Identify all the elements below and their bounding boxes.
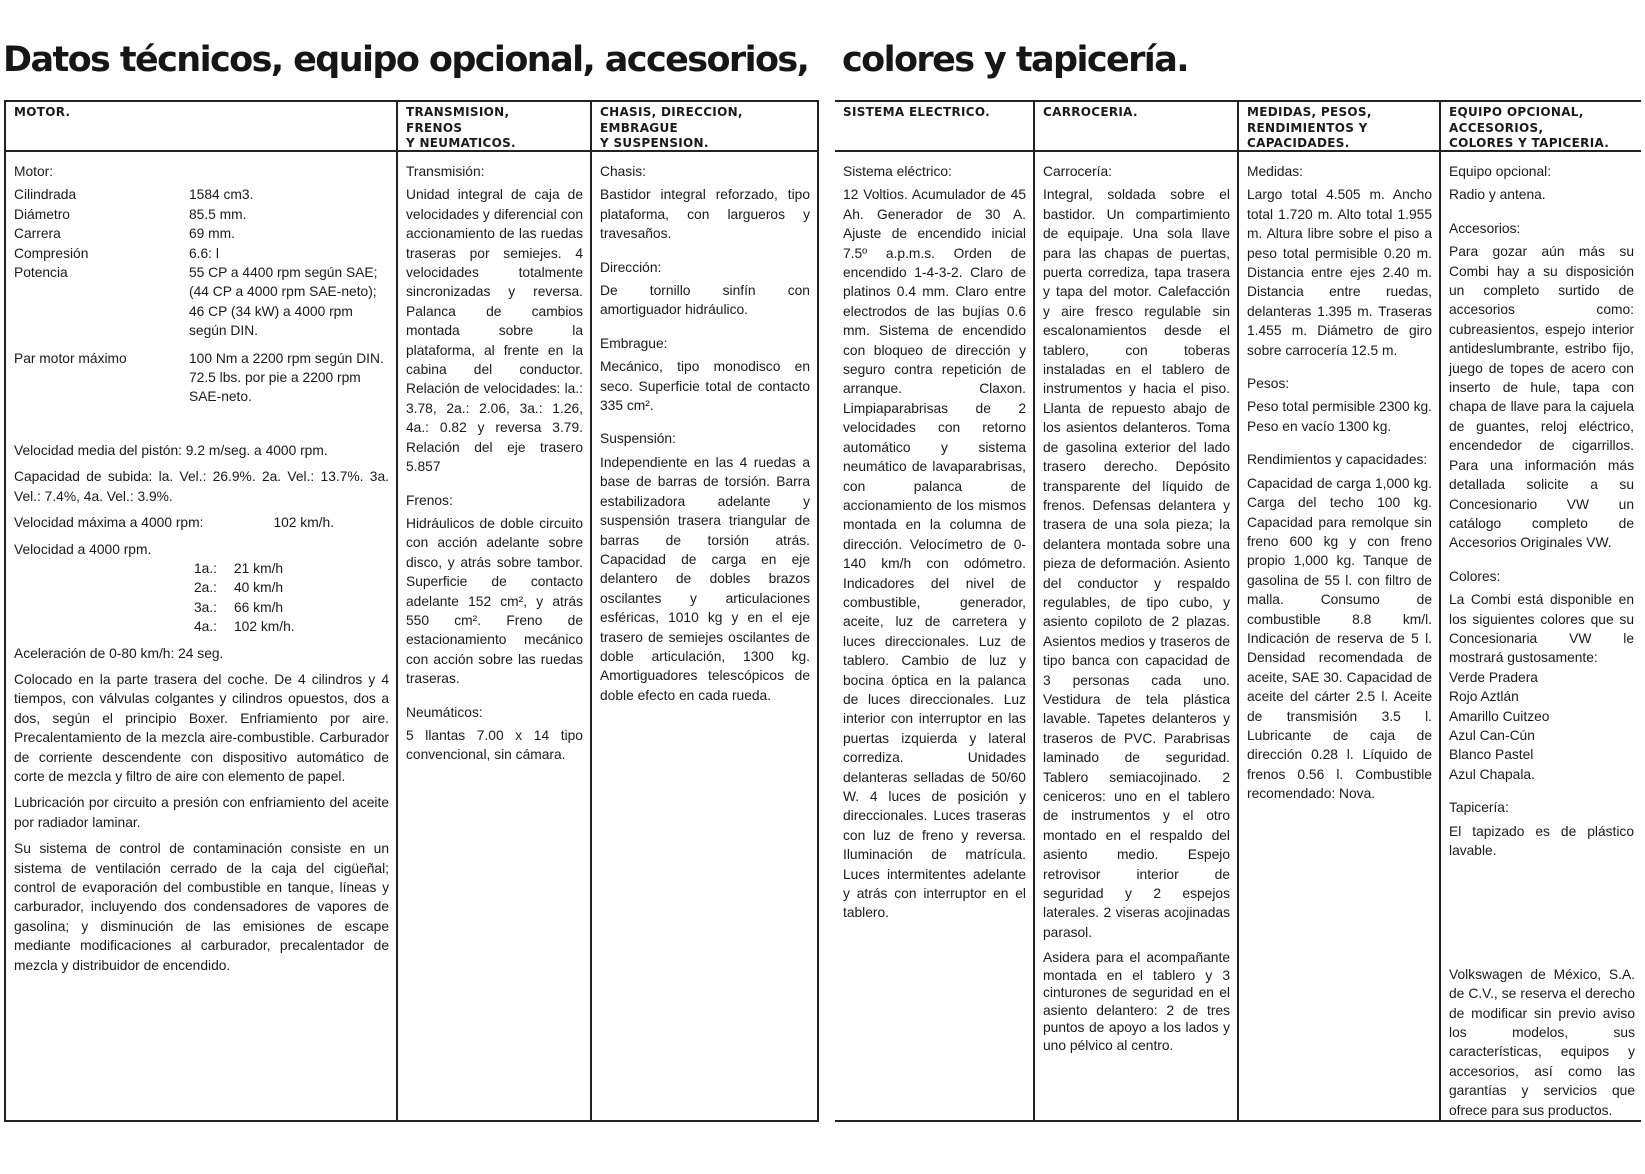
spec-row: [14, 185, 389, 204]
spec-value: 100 Nm a 2200 rpm según DIN. 72.5 lbs. por pie a 2200 rpm SAE-neto.: [189, 350, 384, 405]
section-text: De tornillo sinfín con amortiguador hidráulico.: [600, 283, 810, 318]
section: [1449, 798, 1634, 860]
section-title: Sistema eléctrico:: [843, 164, 952, 179]
section-text: Peso total permisible 2300 kg. Peso en vacío 1300 kg.: [1247, 399, 1432, 434]
page-title-left: Datos técnicos, equipo opcional, accesorios,: [3, 40, 809, 80]
gear-label: 2a.:: [194, 580, 218, 596]
measures-header: MEDIDAS, PESOS, RENDIMIENTOS Y CAPACIDADES.: [1239, 102, 1439, 152]
right-spec-panel: [835, 100, 1641, 1122]
section: [406, 703, 583, 765]
motor-header: MOTOR.: [6, 102, 396, 152]
section: [1247, 162, 1432, 360]
color-item: Verde Pradera: [1449, 669, 1538, 685]
options-column: [1441, 102, 1641, 1120]
section-text: Unidad integral de caja de velocidades y diferencial con accionamiento de las ruedas traseras por semiejes. 4 velocidades totalmente sincronizadas y reversa. Palanca de cambios montada sobre la plataforma, al frente en la cabina del conductor. Relación de velocidades: la.: 3.78, 2a.: 2.06, 3a.: 1.26, 4a.: 0.82 y reversa 3.79. Relación del eje trasero 5.857: [406, 187, 583, 475]
section-title: Transmisión:: [406, 164, 485, 179]
spec-value: 55 CP a 4400 rpm según SAE; (44 CP a 4000 rpm SAE-neto); 46 CP (34 kW) a 4000 rpm según DIN.: [189, 265, 378, 339]
electrical-body: [835, 152, 1033, 923]
section-title: Carrocería:: [1043, 164, 1113, 179]
section: [600, 429, 810, 705]
chassis-header: CHASIS, DIRECCION, EMBRAGUE Y SUSPENSION.: [592, 102, 817, 152]
section: [600, 334, 810, 416]
section: [406, 162, 583, 477]
motor-column: [4, 102, 398, 1120]
section-title: Embrague:: [600, 335, 668, 351]
electrical-column: [835, 102, 1035, 1120]
transmission-header: TRANSMISION, FRENOS Y NEUMATICOS.: [398, 102, 590, 152]
left-spec-panel: [4, 100, 819, 1122]
section-text: 12 Voltios. Acumulador de 45 Ah. Generador de 30 A. Ajuste de encendido inicial 7.5º a.p.m.s. Orden de encendido 1-4-3-2. Claro de platinos 0.4 mm. Claro entre electrodos de las bujías 0.6 mm. Sistema de encendido con bloqueo de dirección y seguro contra repetición de arranque. Claxon. Limpiaparabrisas de 2 velocidades con retorno automático y sistema neumático de lavaparabrisas, con palanca de accionamiento de los mismos montada en la columna de dirección. Velocímetro de 0-140 km/h con odómetro. Indicadores del nivel de combustible, generador, aceite, luz de carretera y luces direccionales. Luz de tablero. Cambio de luz y bocina óptica en la palanca de luces direccionales. Luz interior con interruptor en las puertas izquierda y lateral corrediza. Unidades delanteras selladas de 50/60 W. 4 luces de posición y direccionales. Luces traseras con luz de freno y reversa. Iluminación de matrícula. Luces intermitentes adelante y atrás con interruptor en el tablero.: [843, 187, 1026, 921]
spec-row: [14, 205, 389, 224]
spec-row: [14, 263, 389, 341]
color-item: Azul Can-Cún: [1449, 727, 1535, 743]
section: [406, 491, 583, 689]
section: [1449, 567, 1634, 784]
section-title: Neumáticos:: [406, 704, 483, 720]
gear-speed-row: [194, 598, 389, 617]
section-title: Frenos:: [406, 492, 453, 508]
page-title-right: colores y tapicería.: [842, 40, 1188, 80]
color-item: Azul Chapala.: [1449, 766, 1535, 782]
gear-value: 40 km/h: [234, 580, 284, 596]
section-text: Mecánico, tipo monodisco en seco. Superficie total de contacto 335 cm².: [600, 359, 810, 414]
spec-key: Par motor máximo: [14, 350, 127, 366]
section-title: Chasis:: [600, 164, 647, 179]
section-title: Medidas:: [1247, 164, 1303, 179]
spec-value: 6.6: l: [189, 245, 219, 261]
section-text: Largo total 4.505 m. Ancho total 1.720 m. Alto total 1.955 m. Altura libre sobre el piso a peso total permisible 0.20 m. Distancia entre ejes 2.40 m. Distancia entre ruedas, delanteras 1.395 m. Traseras 1.455 m. Diámetro de giro sobre carrocería 12.5 m.: [1247, 187, 1432, 358]
section: [600, 162, 810, 244]
section-title: Equipo opcional:: [1449, 164, 1552, 179]
gear-speed-row: [194, 559, 389, 578]
section-text: Integral, soldada sobre el bastidor. Un compartimiento de equipaje. Una sola llave para las chapas de puertas, puerta corrediza, tapa trasera y tapa del motor. Calefacción y aire fresco regulable sin escalonamientos desde el tablero, con toberas instaladas en el tablero de instrumentos y hacia el piso. Llanta de repuesto abajo de los asientos delanteros. Toma de gasolina exterior del lado trasero derecho. Depósito transparente del líquido de frenos. Defensas delantera y trasera de una sola pieza; la delantera montada sobre una pieza de deformación. Asiento del conductor y respaldo regulables, de tipo cubo, y asiento copiloto de 2 plazas. Asientos medios y traseros de tipo banca con capacidad de 3 personas cada uno. Vestidura de tela plástica lavable. Tapetes delanteros y traseros de PVC. Parabrisas laminado de seguridad. Tablero semiacojinado. 2 ceniceros: uno en el tablero de instrumentos y el otro montado en el respaldo del asiento medio. Espejo retrovisor interior de seguridad y 2 espejos laterales. 2 viseras acojinadas parasol.: [1043, 187, 1230, 940]
body-header: CARROCERIA.: [1035, 102, 1237, 152]
section: [1043, 162, 1230, 942]
section-text: Capacidad de carga 1,000 kg. Carga del techo 100 kg. Capacidad para remolque sin freno 600 kg y con freno propio 1,000 kg. Tanque de gasolina de 55 l. con filtro de malla. Consumo de combustible 8.8 km/l. Indicación de reserva de 5 l. Densidad recomendada de aceite, SAE 30. Capacidad de aceite del cárter 2.5 l. Aceite de transmisión 3.5 l. Lubricante de caja de dirección 0.28 l. Líquido de frenos 0.56 l. Combustible recomendado: Nova.: [1247, 475, 1432, 802]
gear-speed-row: [194, 578, 389, 597]
spec-value: 69 mm.: [189, 226, 235, 242]
section: [1247, 374, 1432, 436]
transmission-body: [398, 152, 590, 765]
max-speed-value: 102 km/h.: [273, 515, 335, 531]
gear-value: 66 km/h: [234, 599, 284, 615]
emissions-description: Su sistema de control de contaminación consiste en un sistema de ventilación cerrado de la caja del cigüeñal; control de evaporación del combustible en tanque, líneas y carburador, incluyendo dos condensadores de vapores de gasolina; y disminución de las emisiones de escape mediante modificaciones al carburador, precalentador de mezcla y distribuidor de encendido.: [14, 841, 389, 973]
body-body: [1035, 152, 1237, 1054]
max-speed: [14, 513, 389, 532]
transmission-column: [398, 102, 592, 1120]
section-text: 5 llantas 7.00 x 14 tipo convencional, sin cámara.: [406, 727, 583, 763]
spec-value: 1584 cm3.: [189, 187, 254, 203]
spec-key: Cilindrada: [14, 187, 77, 203]
section-text: La Combi está disponible en los siguientes colores que su Concesionaria VW le mostrará gustosamente:: [1449, 592, 1634, 666]
section-title: Tapicería:: [1449, 800, 1509, 816]
chassis-body: [592, 152, 817, 705]
climb-capacity: Capacidad de subida: la. Vel.: 26.9%. 2a. Vel.: 13.7%. 3a. Vel.: 7.4%, 4a. Vel.: 3.9%.: [14, 469, 389, 504]
piston-speed: Velocidad media del pistón: 9.2 m/seg. a 4000 rpm.: [14, 442, 328, 458]
section-text: El tapizado es de plástico lavable.: [1449, 823, 1634, 858]
gear-value: 102 km/h.: [234, 619, 295, 635]
section-text: Asidera para el acompañante montada en el tablero y 3 cinturones de seguridad en el asiento delantero: 2 de tres puntos de apoyo a los lados y uno pélvico al centro.: [1043, 950, 1230, 1053]
section: [1449, 219, 1634, 553]
motor-body: [6, 152, 396, 975]
section-text: Bastidor integral reforzado, tipo plataforma, con largueros y travesaños.: [600, 187, 810, 242]
section: [1247, 450, 1432, 803]
spec-value: 85.5 mm.: [189, 206, 247, 222]
gear-speed-row: [194, 617, 389, 636]
color-item: Blanco Pastel: [1449, 747, 1534, 763]
spec-row: [14, 224, 389, 243]
spec-key: Diámetro: [14, 206, 70, 222]
spec-key: Carrera: [14, 226, 61, 242]
acceleration: Aceleración de 0-80 km/h: 24 seg.: [14, 645, 224, 661]
spec-row: [14, 244, 389, 263]
spec-key: Potencia: [14, 265, 68, 281]
color-item: Amarillo Cuitzeo: [1449, 708, 1550, 724]
section-text: Independiente en las 4 ruedas a base de barras de torsión. Barra estabilizadora adelante y suspensión trasera triangular de barras de torsión atrás. Capacidad de carga en eje delantero de dobles brazos oscilantes y articulaciones esféricas, 1010 kg y en el eje trasero de semiejes oscilantes de doble articulación, 1300 kg. Amortiguadores telescópicos de doble efecto en cada rueda.: [600, 454, 810, 703]
measures-body: [1239, 152, 1439, 804]
section-title: Accesorios:: [1449, 220, 1521, 236]
options-header: EQUIPO OPCIONAL, ACCESORIOS, COLORES Y TAPICERIA.: [1441, 102, 1641, 152]
section-text: Hidráulicos de doble circuito con acción adelante sobre disco, y atrás sobre tambor. Superficie de contacto adelante 152 cm², y atrás 550 cm². Freno de estacionamiento mecánico con acción sobre las ruedas traseras.: [406, 515, 583, 687]
section: [1043, 949, 1230, 1054]
section-title: Colores:: [1449, 568, 1501, 584]
spec-row: [14, 349, 389, 407]
disclaimer: Volkswagen de México, S.A. de C.V., se reserva el derecho de modificar sin previo aviso los modelos, sus características, equipos y accesorios, así como las garantías y servicios que ofrece para sus productos.: [1449, 966, 1635, 1118]
lubrication-description: Lubricación por circuito a presión con enfriamiento del aceite por radiador laminar.: [14, 795, 389, 830]
spec-key: Compresión: [14, 245, 89, 261]
body-column: [1035, 102, 1239, 1120]
color-list: [1449, 668, 1634, 784]
max-speed-label: Velocidad máxima a 4000 rpm:: [14, 515, 204, 531]
measures-column: [1239, 102, 1441, 1120]
section-title: Pesos:: [1247, 376, 1290, 392]
section-title: Rendimientos y capacidades:: [1247, 452, 1428, 468]
section: [1449, 162, 1634, 205]
section-text: Para gozar aún más su Combi hay a su disposición un completo surtido de accesorios como: cubreasientos, espejo interior antideslumbrante, estribo fijo, juego de topes de acero con inserto de hule, tapa con chapa de llave para la cajuela de guantes, reloj eléctrico, encendedor de cigarrillos. Para una información más detallada solicite a su Concesionario VW un catálogo completo de Accesorios Originales VW.: [1449, 244, 1634, 551]
section-title: Suspensión:: [600, 431, 676, 447]
gear-value: 21 km/h: [234, 560, 284, 576]
gear-label: 3a.:: [194, 599, 218, 615]
speed-at-rpm-label: Velocidad a 4000 rpm.: [14, 541, 152, 557]
color-item: Rojo Aztlán: [1449, 689, 1519, 705]
gear-label: 4a.:: [194, 619, 218, 635]
motor-description: Colocado en la parte trasera del coche. De 4 cilindros y 4 tiempos, con válvulas colgantes y cilindros opuestos, dos a dos, según el principio Boxer. Enfriamiento por aire. Precalentamiento de la mezcla aire-combustible. Carburador de corriente descendente con dispositivo automático de corte de mezcla y filtro de aire con elemento de papel.: [14, 671, 389, 784]
section: [600, 258, 810, 320]
section: [843, 162, 1026, 923]
gear-label: 1a.:: [194, 560, 218, 576]
motor-heading: Motor:: [14, 164, 54, 179]
section-title: Dirección:: [600, 259, 662, 275]
chassis-column: [592, 102, 819, 1120]
electrical-header: SISTEMA ELECTRICO.: [835, 102, 1033, 152]
gear-speeds: [194, 559, 389, 637]
section-text: Radio y antena.: [1449, 187, 1546, 203]
options-body: [1441, 152, 1641, 860]
